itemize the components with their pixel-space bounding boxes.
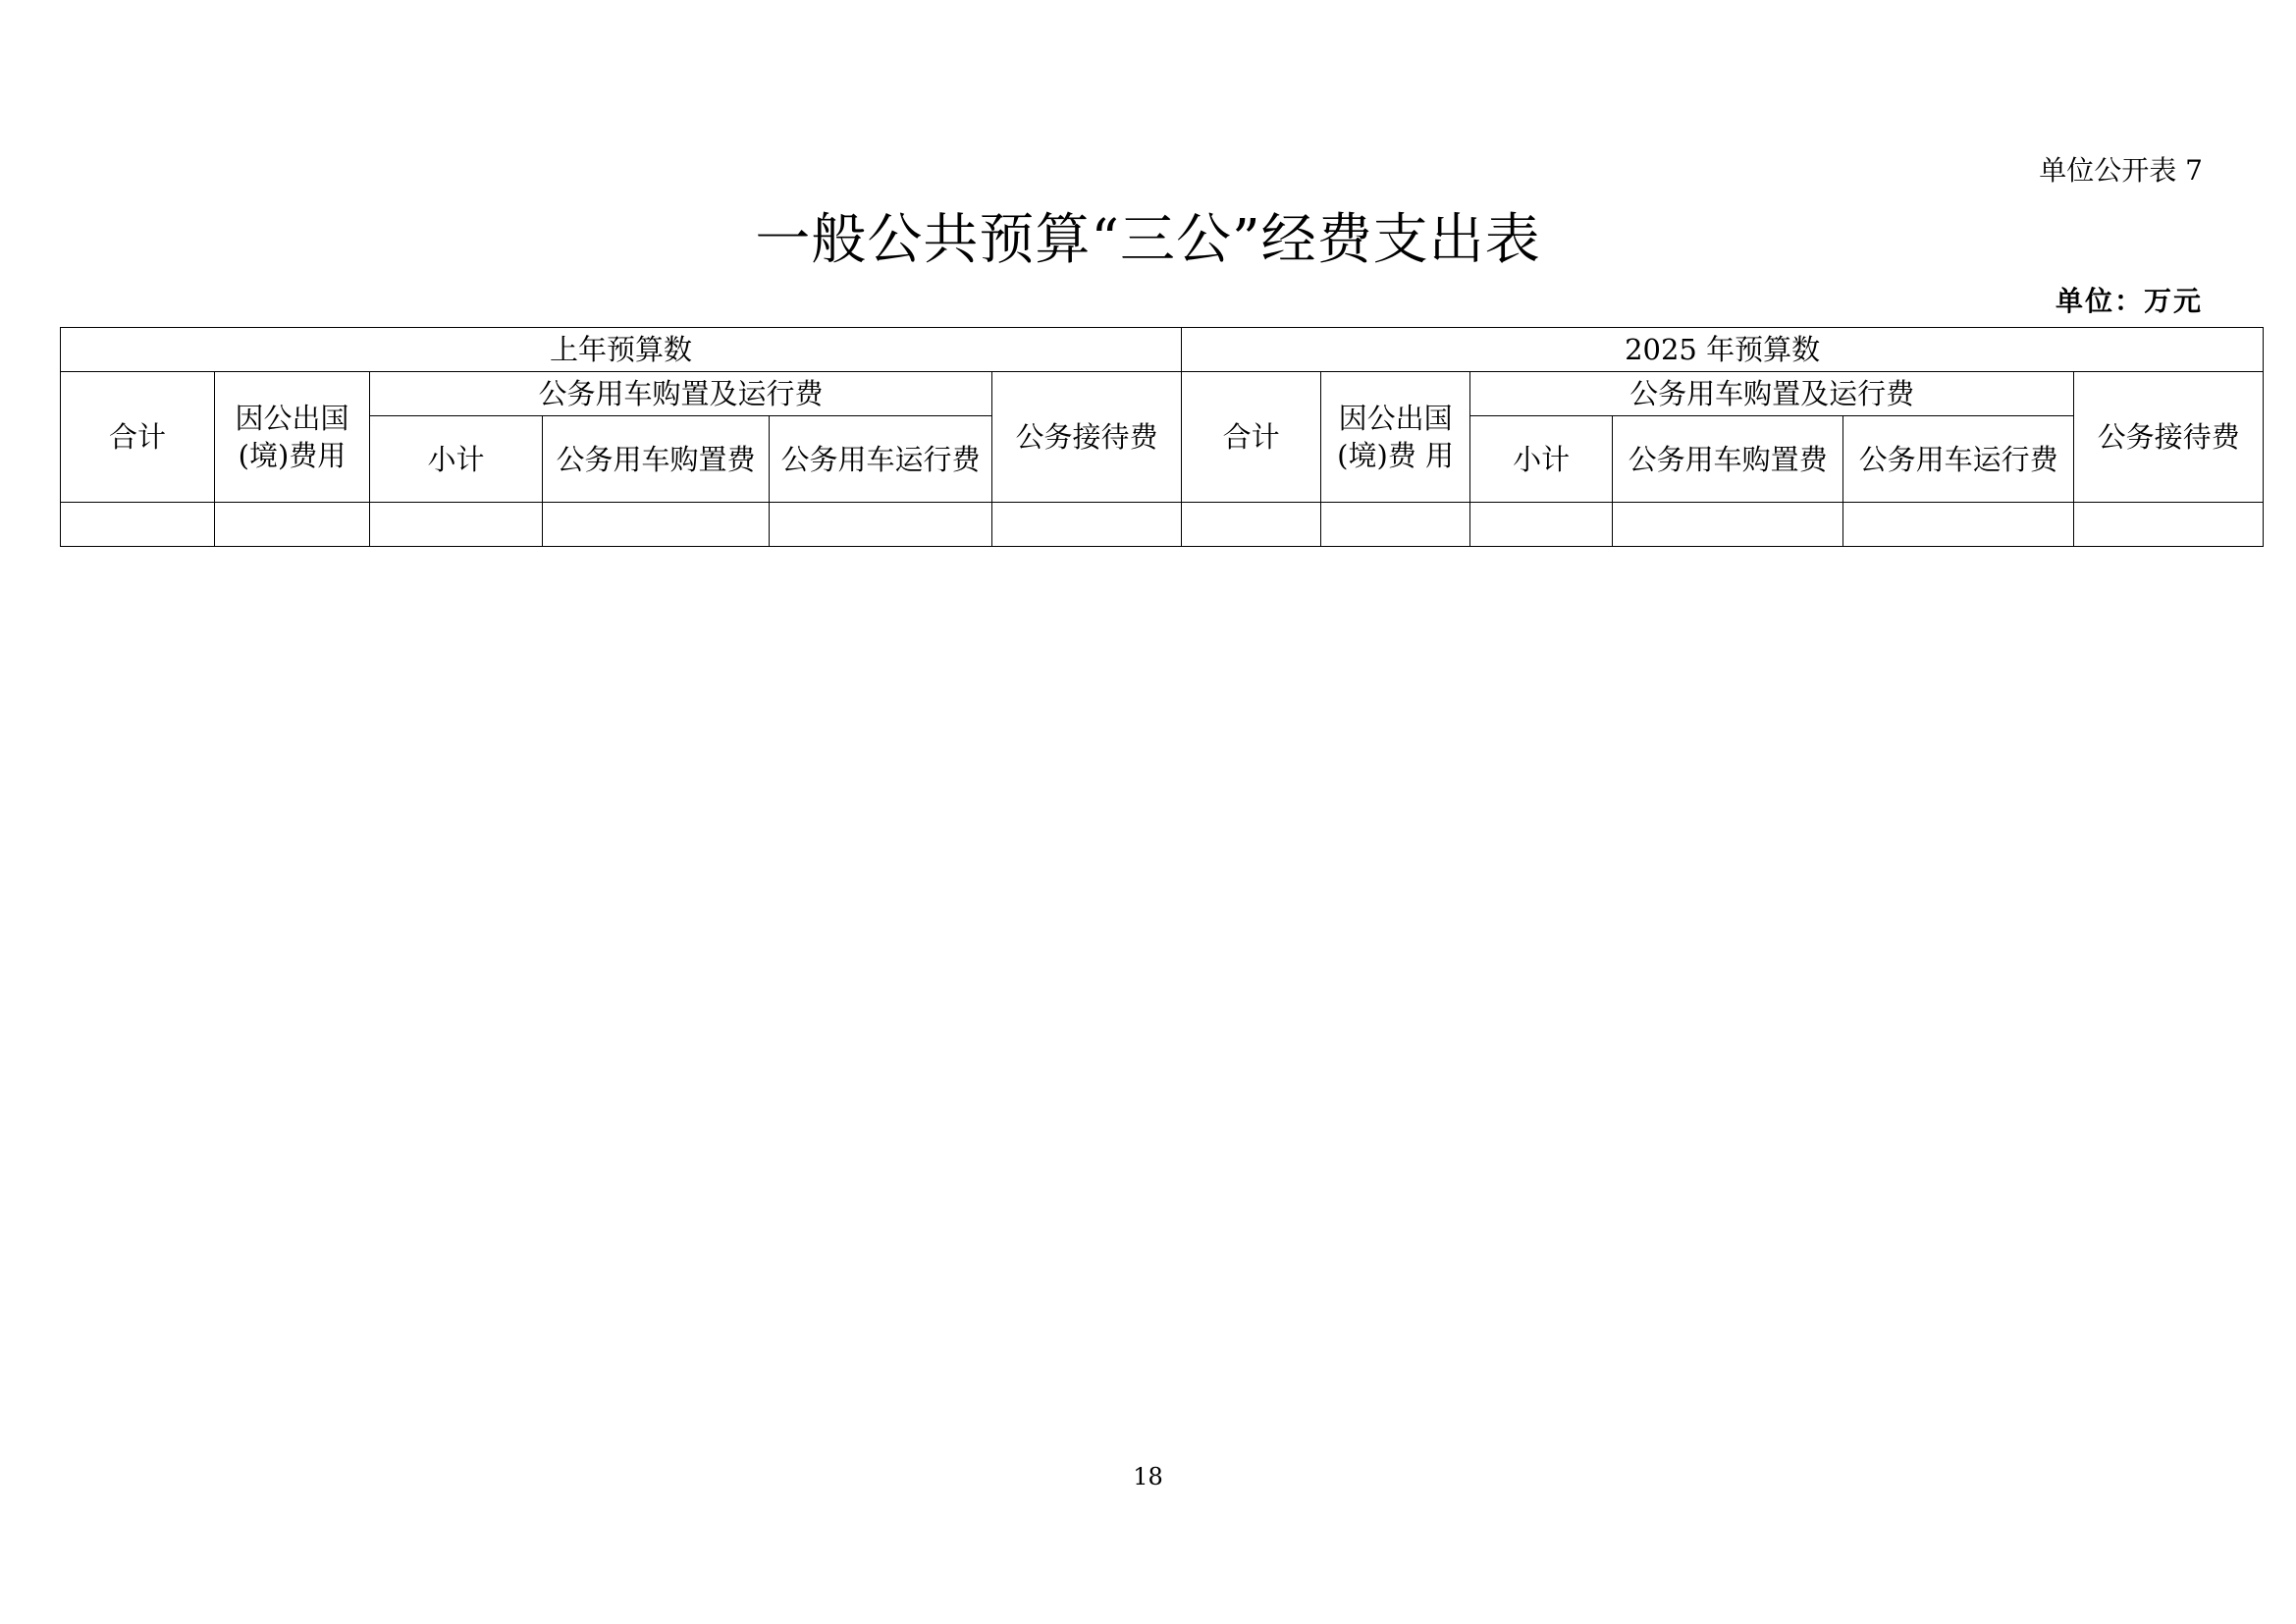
current-year-header: 2025 年预算数 [1182, 328, 2264, 372]
table-cell [1613, 503, 1843, 547]
table-row [61, 503, 2264, 547]
prev-vehicle-purchase-header: 公务用车购置费 [543, 416, 770, 503]
page-title: 一般公共预算“三公”经费支出表 [755, 208, 1541, 272]
prev-abroad-header: 因公出国(境)费用 [215, 372, 370, 503]
prev-subtotal-header: 小计 [370, 416, 543, 503]
prev-total-header: 合计 [61, 372, 215, 503]
curr-subtotal-header: 小计 [1470, 416, 1613, 503]
table-cell [61, 503, 215, 547]
table-number: 单位公开表 7 [2039, 154, 2203, 187]
curr-vehicle-purchase-header: 公务用车购置费 [1613, 416, 1843, 503]
table-cell [770, 503, 992, 547]
curr-vehicle-group-header: 公务用车购置及运行费 [1470, 372, 2074, 416]
table-cell [1843, 503, 2074, 547]
prev-year-header: 上年预算数 [61, 328, 1182, 372]
table-cell [543, 503, 770, 547]
table-cell [215, 503, 370, 547]
table-cell [992, 503, 1182, 547]
prev-vehicle-group-header: 公务用车购置及运行费 [370, 372, 992, 416]
table-cell [1321, 503, 1470, 547]
curr-abroad-header: 因公出国(境)费 用 [1321, 372, 1470, 503]
table-cell [1470, 503, 1613, 547]
header-row-categories [61, 372, 2264, 416]
prev-reception-header: 公务接待费 [992, 372, 1182, 503]
table-cell [1182, 503, 1321, 547]
curr-vehicle-running-header: 公务用车运行费 [1843, 416, 2074, 503]
curr-total-header: 合计 [1182, 372, 1321, 503]
page-number: 18 [1133, 1463, 1163, 1490]
table-cell [370, 503, 543, 547]
unit-label: 单位：万元 [2055, 285, 2203, 317]
curr-reception-header: 公务接待费 [2074, 372, 2264, 503]
header-row-groups [61, 328, 2264, 372]
budget-table [60, 327, 2264, 547]
table-cell [2074, 503, 2264, 547]
prev-vehicle-running-header: 公务用车运行费 [770, 416, 992, 503]
